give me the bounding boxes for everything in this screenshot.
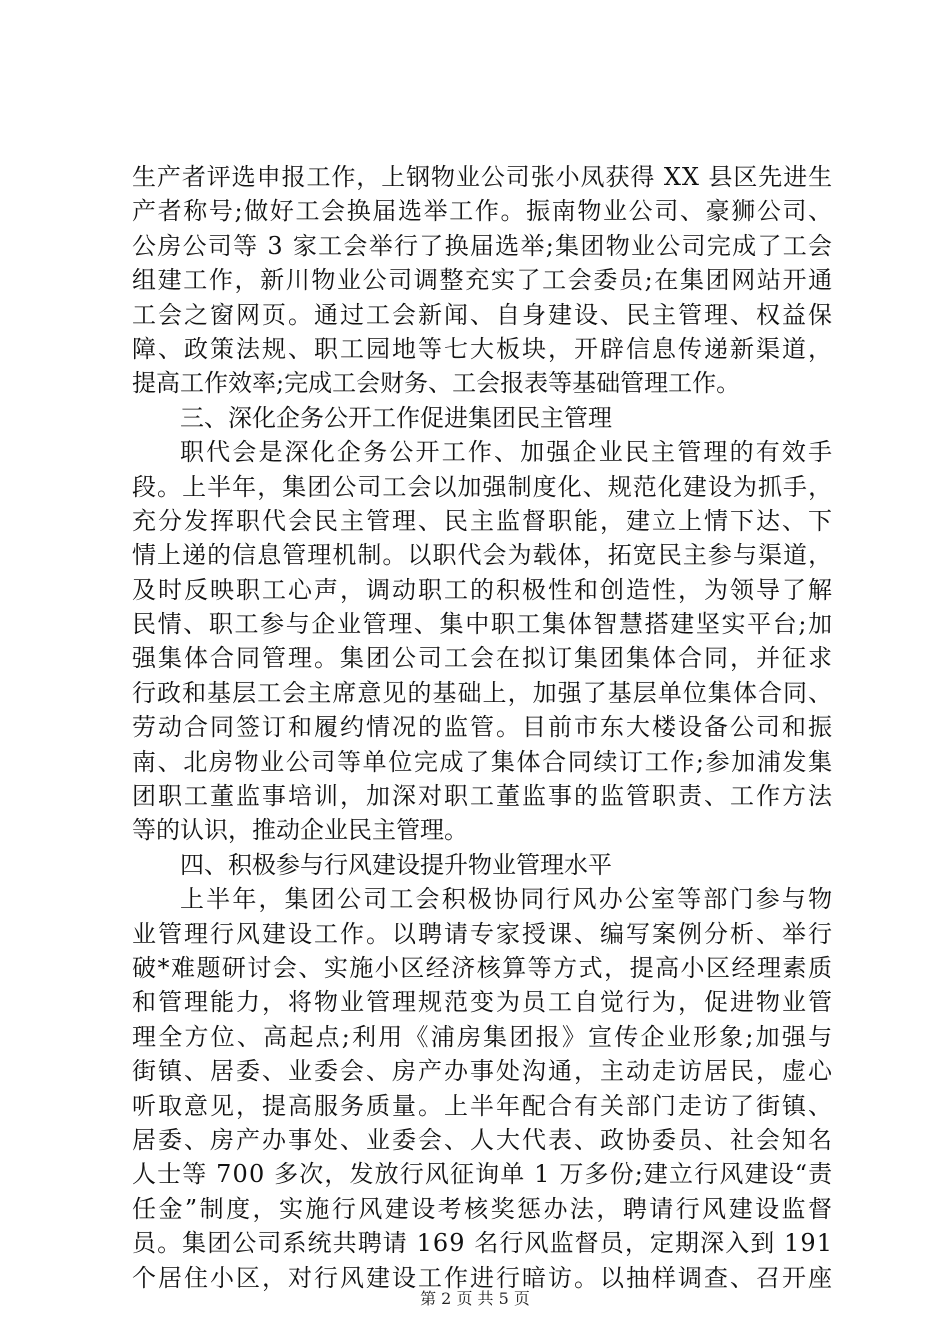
text-line: 南、北房物业公司等单位完成了集体合同续订工作;参加浦发集: [132, 747, 834, 776]
text-line: 障、政策法规、职工园地等七大板块，开辟信息传递新渠道，: [132, 334, 834, 363]
text-line: 业管理行风建设工作。以聘请专家授课、编写案例分析、举行: [132, 919, 834, 948]
text-line: 破*难题研讨会、实施小区经济核算等方式，提高小区经理素质: [132, 953, 834, 982]
text-line: 情上递的信息管理机制。以职代会为载体，拓宽民主参与渠道，: [132, 541, 834, 570]
text-line: 街镇、居委、业委会、房产办事处沟通，主动走访居民，虚心: [132, 1057, 834, 1086]
text-line: 员。集团公司系统共聘请 169 名行风监督员，定期深入到 191: [132, 1229, 834, 1258]
text-line: 理全方位、高起点;利用《浦房集团报》宣传企业形象;加强与: [132, 1022, 835, 1051]
text-line: 团职工董监事培训，加深对职工董监事的监管职责、工作方法: [132, 782, 834, 811]
text-line: 公房公司等 3 家工会举行了换届选举;集团物业公司完成了工会: [132, 231, 834, 260]
text-line: 和管理能力，将物业管理规范变为员工自觉行为，促进物业管: [132, 988, 834, 1017]
text-line: 任金”制度，实施行风建设考核奖惩办法，聘请行风建设监督: [132, 1194, 835, 1223]
section-heading: 四、积极参与行风建设提升物业管理水平: [180, 850, 612, 879]
section-heading: 三、深化企务公开工作促进集团民主管理: [180, 403, 612, 432]
document-body: [132, 160, 835, 1295]
page-footer: 第 2 页 共 5 页: [420, 1289, 530, 1308]
text-line: 强集体合同管理。集团公司工会在拟订集团集体合同，并征求: [132, 644, 834, 673]
text-line: 行政和基层工会主席意见的基础上，加强了基层单位集体合同、: [132, 678, 834, 707]
text-line: 组建工作，新川物业公司调整充实了工会委员;在集团网站开通: [132, 266, 834, 295]
text-line: 人士等 700 多次，发放行风征询单 1 万多份;建立行风建设“责: [132, 1160, 834, 1189]
text-line: 听取意见，提高服务质量。上半年配合有关部门走访了街镇、: [132, 1091, 834, 1120]
text-line: 工会之窗网页。通过工会新闻、自身建设、民主管理、权益保: [132, 300, 834, 329]
text-line: 提高工作效率;完成工会财务、工会报表等基础管理工作。: [132, 369, 741, 398]
text-line: 个居住小区，对行风建设工作进行暗访。以抽样调查、召开座: [132, 1263, 834, 1292]
text-line: 充分发挥职代会民主管理、民主监督职能，建立上情下达、下: [132, 506, 834, 535]
text-line: 上半年，集团公司工会积极协同行风办公室等部门参与物: [180, 885, 835, 914]
text-line: 民情、职工参与企业管理、集中职工集体智慧搭建坚实平台;加: [132, 610, 834, 639]
text-line: 生产者评选申报工作，上钢物业公司张小凤获得 XX 县区先进生: [132, 163, 834, 191]
text-line: 产者称号;做好工会换届选举工作。振南物业公司、豪狮公司、: [132, 197, 834, 226]
text-line: 职代会是深化企务公开工作、加强企业民主管理的有效手: [180, 438, 835, 467]
text-line: 等的认识，推动企业民主管理。: [132, 816, 468, 845]
text-line: 段。上半年，集团公司工会以加强制度化、规范化建设为抓手，: [132, 472, 834, 501]
text-line: 及时反映职工心声，调动职工的积极性和创造性，为领导了解: [132, 575, 834, 604]
text-line: 劳动合同签订和履约情况的监管。目前市东大楼设备公司和振: [132, 713, 834, 742]
text-line: 居委、房产办事处、业委会、人大代表、政协委员、社会知名: [132, 1125, 834, 1154]
